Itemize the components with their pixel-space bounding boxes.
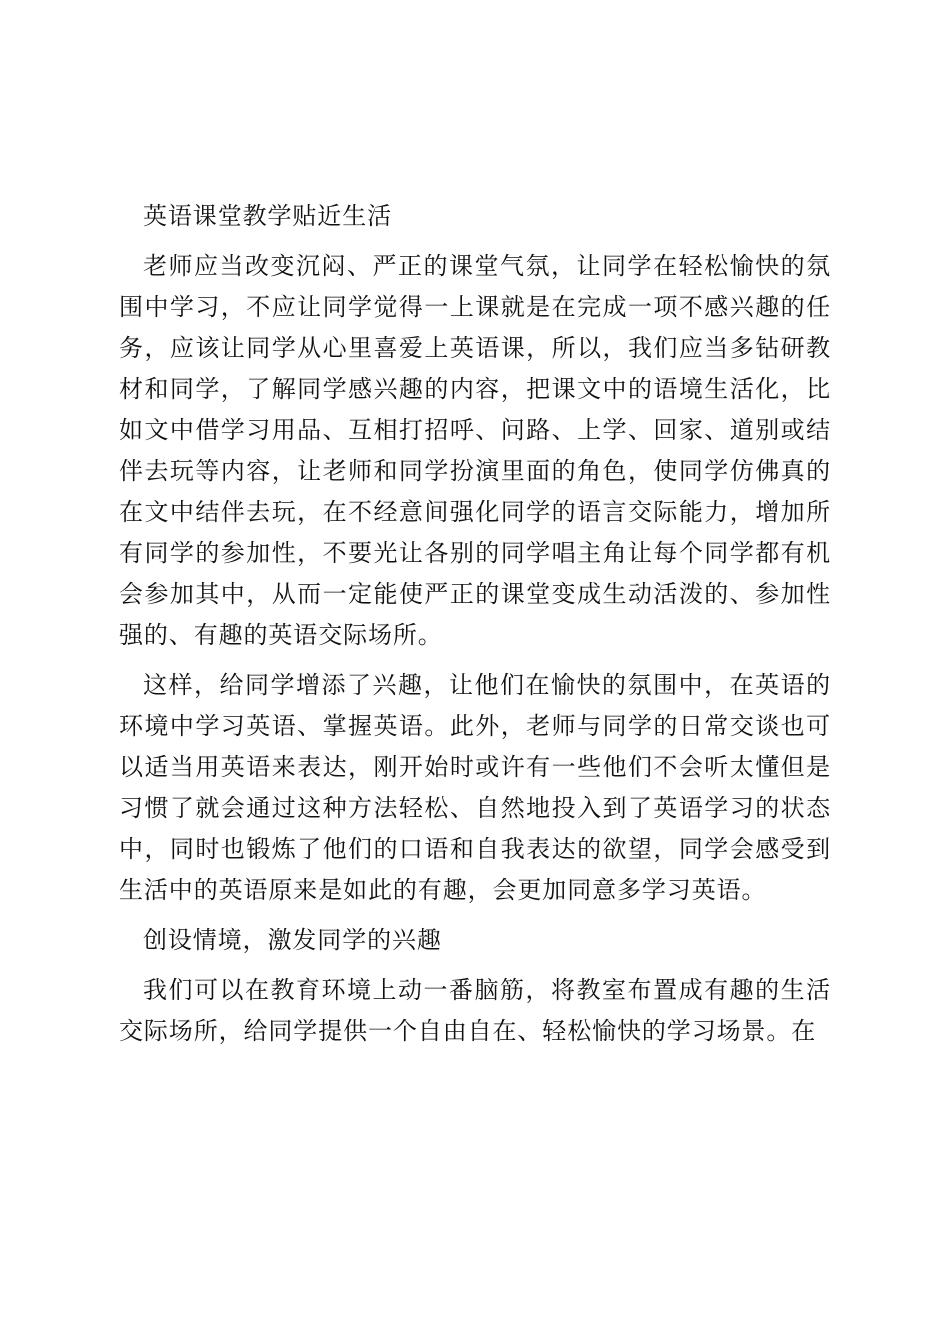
paragraph-1: 老师应当改变沉闷、严正的课堂气氛，让同学在轻松愉快的氛围中学习，不应让同学觉得一上课就是在完成一项不感兴趣的任务，应该让同学从心里喜爱上英语课，所以，我们应当多钻研教材和同学，了解同学感兴趣的内容，把课文中的语境生活化，比如文中借学习用品、互相打招呼、问路、上学、回家、道别或结伴去玩等内容，让老师和同学扮演里面的角色，使同学仿佛真的在文中结伴去玩，在不经意间强化同学的语言交际能力，增加所有同学的参加性，不要光让各别的同学唱主角让每个同学都有机会参加其中，从而一定能使严正的课堂变成生动活泼的、参加性强的、有趣的英语交际场所。 <box>119 252 831 649</box>
section-heading-1: 英语课堂教学贴近生活 <box>143 202 392 230</box>
section-heading-2: 创设情境，激发同学的兴趣 <box>143 926 442 954</box>
paragraph-3: 我们可以在教育环境上动一番脑筋，将教室布置成有趣的生活交际场所，给同学提供一个自由自在、轻松愉快的学习场景。在 <box>119 976 831 1045</box>
document-body <box>119 196 831 1061</box>
paragraph-2: 这样，给同学增添了兴趣，让他们在愉快的氛围中，在英语的环境中学习英语、掌握英语。此外，老师与同学的日常交谈也可以适当用英语来表达，刚开始时或许有一些他们不会听太懂但是习惯了就会通过这种方法轻松、自然地投入到了英语学习的状态中，同时也锻炼了他们的口语和自我表达的欲望，同学会感受到生活中的英语原来是如此的有趣，会更加同意多学习英语。 <box>119 671 831 904</box>
